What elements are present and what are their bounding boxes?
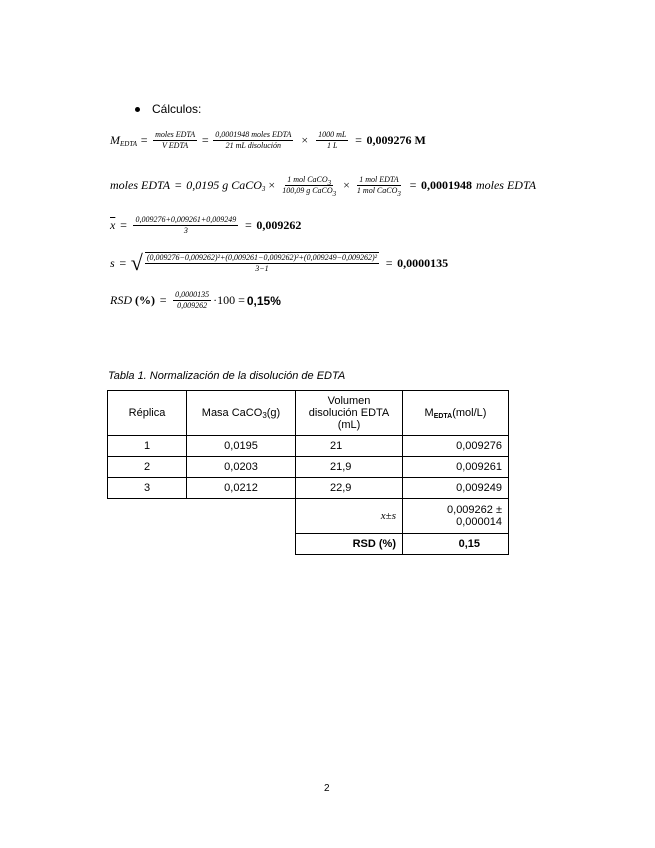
fraction: $\frac{0,0000135}{0,009262}$: [175, 290, 210, 310]
equation-moles: moles EDTA = 0,0195 g CaCO 3 × $\frac{\text{1 mol CaCO3}}{\text{100,09 g CaCO3}}$ × $\frac{\text{1 mol EDTA}}{\text{1 mol CaCO3}}$ = 0,0001948 moles EDTA: [110, 175, 537, 198]
table-row: 2 0,0203 21,9 0,009261: [108, 457, 509, 478]
sqrt-icon: √: [130, 250, 143, 275]
table-row: 3 0,0212 22,9 0,009249: [108, 478, 509, 499]
table-row: 1 0,0195 21 0,009276: [108, 436, 509, 457]
equation-std-dev: s = √ (0,009276−0,009262)²+(0,009261−0,009262)²+(0,009249−0,009262)² 3−1 = 0,0000135: [110, 250, 449, 275]
header-masa: Masa CaCO3(g): [187, 391, 296, 436]
header-molar: MEDTA(mol/L): [403, 391, 509, 436]
table-header-row: [108, 391, 509, 436]
equation-rsd: RSD (%) = $\frac{0,0000135}{0,009262}$ ·100 = 0,15%: [110, 290, 281, 310]
rsd-label: RSD (%): [296, 534, 403, 555]
page-number: 2: [324, 783, 330, 794]
equation-mean: $\overline{x}$ = $\frac{0,009276+0,009261+0,009249}{3}$ = 0,009262: [110, 215, 302, 235]
table-rsd-row: [108, 534, 509, 555]
mean-label: x±s: [296, 499, 403, 534]
equation-molarity: M EDTA = $\frac{\text{moles EDTA}}{\text{V EDTA}}$ = $\frac{\text{0,0001948 moles EDTA}}{\text{21 mL disolución}}$ × $\frac{1000 mL}{1 L}$ = 0,009276 M: [110, 130, 426, 150]
fraction: $\frac{1000 mL}{1 L}$: [318, 130, 347, 150]
header-volumen: Volumen disolución EDTA (mL): [296, 391, 403, 436]
section-heading: [135, 102, 201, 116]
table-mean-row: [108, 499, 509, 534]
fraction: $\frac{\text{1 mol EDTA}}{\text{1 mol CaCO3}}$: [356, 175, 401, 198]
normalization-table: [107, 390, 509, 555]
fraction: $\frac{\text{1 mol CaCO3}}{\text{100,09 g CaCO3}}$: [282, 175, 337, 198]
mean-value: 0,009262 ± 0,000014: [403, 499, 509, 534]
rsd-value: 0,15: [403, 534, 509, 555]
fraction: $\frac{\text{0,0001948 moles EDTA}}{\text{21 mL disolución}}$: [215, 130, 292, 150]
fraction: (0,009276−0,009262)²+(0,009261−0,009262)²+(0,009249−0,009262)² 3−1: [146, 253, 378, 273]
fraction: $\frac{0,009276+0,009261+0,009249}{3}$: [135, 215, 237, 235]
fraction: $\frac{\text{moles EDTA}}{\text{V EDTA}}$: [155, 130, 196, 150]
header-replica: Réplica: [108, 391, 187, 436]
bullet-icon: [135, 107, 140, 112]
table-caption: Tabla 1. Normalización de la disolución de EDTA: [108, 370, 346, 382]
section-label: Cálculos:: [152, 102, 202, 116]
